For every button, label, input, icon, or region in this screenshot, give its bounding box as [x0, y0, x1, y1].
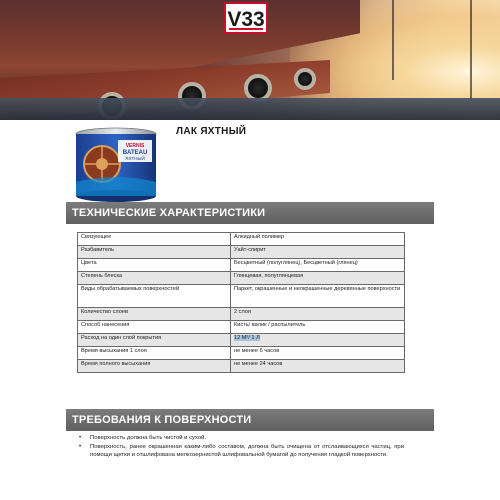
spec-key: Виды обрабатываемых поверхностей	[78, 285, 231, 308]
can-label-line2: BATEAU	[122, 150, 148, 156]
spec-key: Способ нанесения	[78, 321, 231, 334]
spec-key: Количество слоев	[78, 308, 231, 321]
spec-value: Паркет, окрашенные и неокрашенные деревянные поверхности	[231, 285, 405, 308]
spec-key: Время высыхания 1 слоя	[78, 347, 231, 360]
table-row	[78, 233, 405, 246]
list-item	[78, 443, 404, 459]
hero-photo	[0, 0, 500, 120]
v33-logo	[227, 5, 265, 31]
spec-value: Кисть/ валик / распылитель	[231, 321, 405, 334]
section-header-surface: ТРЕБОВАНИЯ К ПОВЕРХНОСТИ	[66, 409, 434, 431]
spec-value-cell	[231, 334, 405, 347]
spec-value: Алкидный полимер	[231, 233, 405, 246]
spec-value: Глянцевая, полуглянцевая	[231, 272, 405, 285]
spec-value-highlighted: 12 М²/ 1 Л	[234, 335, 260, 341]
product-title: ЛАК ЯХТНЫЙ	[176, 126, 247, 137]
table-row	[78, 347, 405, 360]
surface-requirements-list	[78, 434, 404, 461]
table-row	[78, 272, 405, 285]
water	[0, 98, 500, 120]
table-row	[78, 321, 405, 334]
table-row	[78, 360, 405, 373]
spec-key: Цвета	[78, 259, 231, 272]
mast-line	[392, 0, 394, 80]
spec-value: Уайт-спирит	[231, 246, 405, 259]
spec-value: не менее 6 часов	[231, 347, 405, 360]
specs-table	[77, 232, 405, 373]
spec-key: Связующее	[78, 233, 231, 246]
spec-value: Бесцветный (полуглянец), Бесцветный (глянец)	[231, 259, 405, 272]
bullet-dot-icon: •	[79, 444, 82, 451]
spec-key: Расход на один слой покрытия	[78, 334, 231, 347]
spec-value: не менее 24 часов	[231, 360, 405, 373]
bullet-dot-icon: •	[79, 435, 82, 441]
porthole-icon	[294, 68, 316, 90]
table-row	[78, 308, 405, 321]
product-can-image	[66, 126, 166, 204]
requirement-text: Поверхность, ранее окрашенная каким-либо составом, должна быть очищена от отслаивающихся частиц, при помощи щетки и отшлифована мелкозернистой шлифовальной бумагой до получения гладкой поверхности.	[90, 444, 404, 459]
spec-value: 2 слоя	[231, 308, 405, 321]
mast-line	[470, 0, 472, 100]
can-label-line1: VERNIS	[125, 143, 145, 149]
varnish-can-icon	[66, 126, 166, 204]
requirement-text: Поверхность должна быть чистой и сухой.	[90, 435, 207, 441]
spec-key: Время полного высыхания	[78, 360, 231, 373]
table-row	[78, 246, 405, 259]
table-row	[78, 334, 405, 347]
spec-key: Разбавитель	[78, 246, 231, 259]
section-header-specs: ТЕХНИЧЕСКИЕ ХАРАКТЕРИСТИКИ	[66, 202, 434, 224]
table-row	[78, 285, 405, 308]
table-row	[78, 259, 405, 272]
brand-logo	[224, 2, 268, 34]
spec-key: Степень блеска	[78, 272, 231, 285]
svg-text:V33: V33	[227, 8, 265, 31]
can-label-line3: ЯХТНЫЙ	[125, 156, 145, 161]
list-item	[78, 434, 404, 442]
